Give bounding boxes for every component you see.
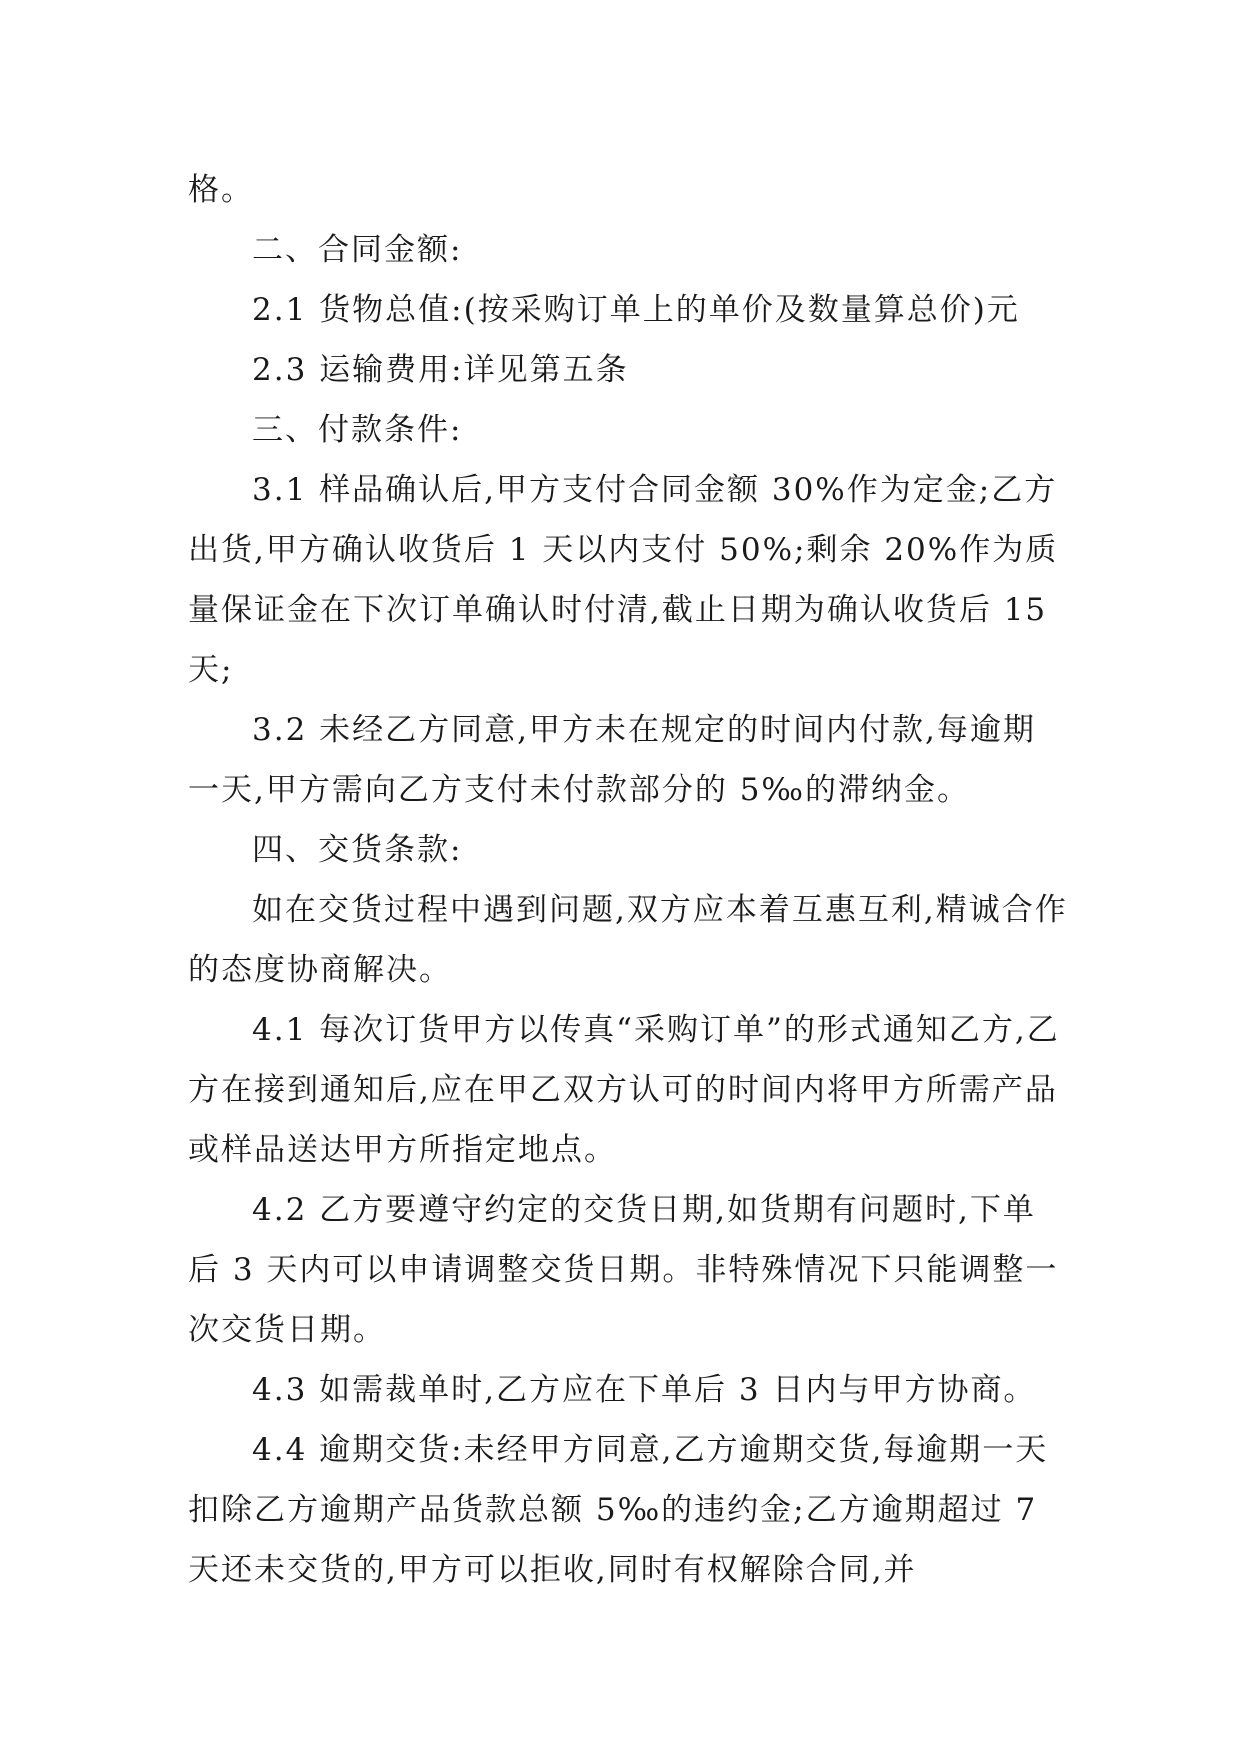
delivery-intro: 如在交货过程中遇到问题,双方应本着互惠互利,精诚合作的态度协商解决。 bbox=[188, 892, 1068, 988]
clause-2-3: 2.3 运输费用:详见第五条 bbox=[252, 352, 629, 388]
clause-2-1: 2.1 货物总值:(按采购订单上的单价及数量算总价)元 bbox=[252, 292, 1020, 328]
clause-4-2: 4.2 乙方要遵守约定的交货日期,如货期有问题时,下单后 3 天内可以申请调整交货日期。非特殊情况下只能调整一次交货日期。 bbox=[188, 1192, 1059, 1348]
document-body bbox=[188, 160, 1068, 1600]
section-heading-payment-terms: 三、付款条件: bbox=[252, 412, 463, 448]
clause-3-2: 3.2 未经乙方同意,甲方未在规定的时间内付款,每逾期一天,甲方需向乙方支付未付款部分的 5‰的滞纳金。 bbox=[188, 712, 1036, 808]
clause-4-4: 4.4 逾期交货:未经甲方同意,乙方逾期交货,每逾期一天扣除乙方逾期产品货款总额 5‰的违约金;乙方逾期超过 7 天还未交货的,甲方可以拒收,同时有权解除合同,并 bbox=[188, 1432, 1050, 1588]
section-heading-delivery-terms: 四、交货条款: bbox=[252, 832, 463, 868]
section-heading-contract-amount: 二、合同金额: bbox=[252, 232, 463, 268]
clause-4-1: 4.1 每次订货甲方以传真“采购订单”的形式通知乙方,乙方在接到通知后,应在甲乙双方认可的时间内将甲方所需产品或样品送达甲方所指定地点。 bbox=[188, 1012, 1060, 1168]
clause-3-1: 3.1 样品确认后,甲方支付合同金额 30%作为定金;乙方出货,甲方确认收货后 1 天以内支付 50%;剩余 20%作为质量保证金在下次订单确认时付清,截止日期为确认收货后 15 天; bbox=[188, 472, 1060, 688]
paragraph-continuation: 格。 bbox=[188, 172, 254, 208]
clause-4-3: 4.3 如需裁单时,乙方应在下单后 3 日内与甲方协商。 bbox=[252, 1372, 1037, 1408]
